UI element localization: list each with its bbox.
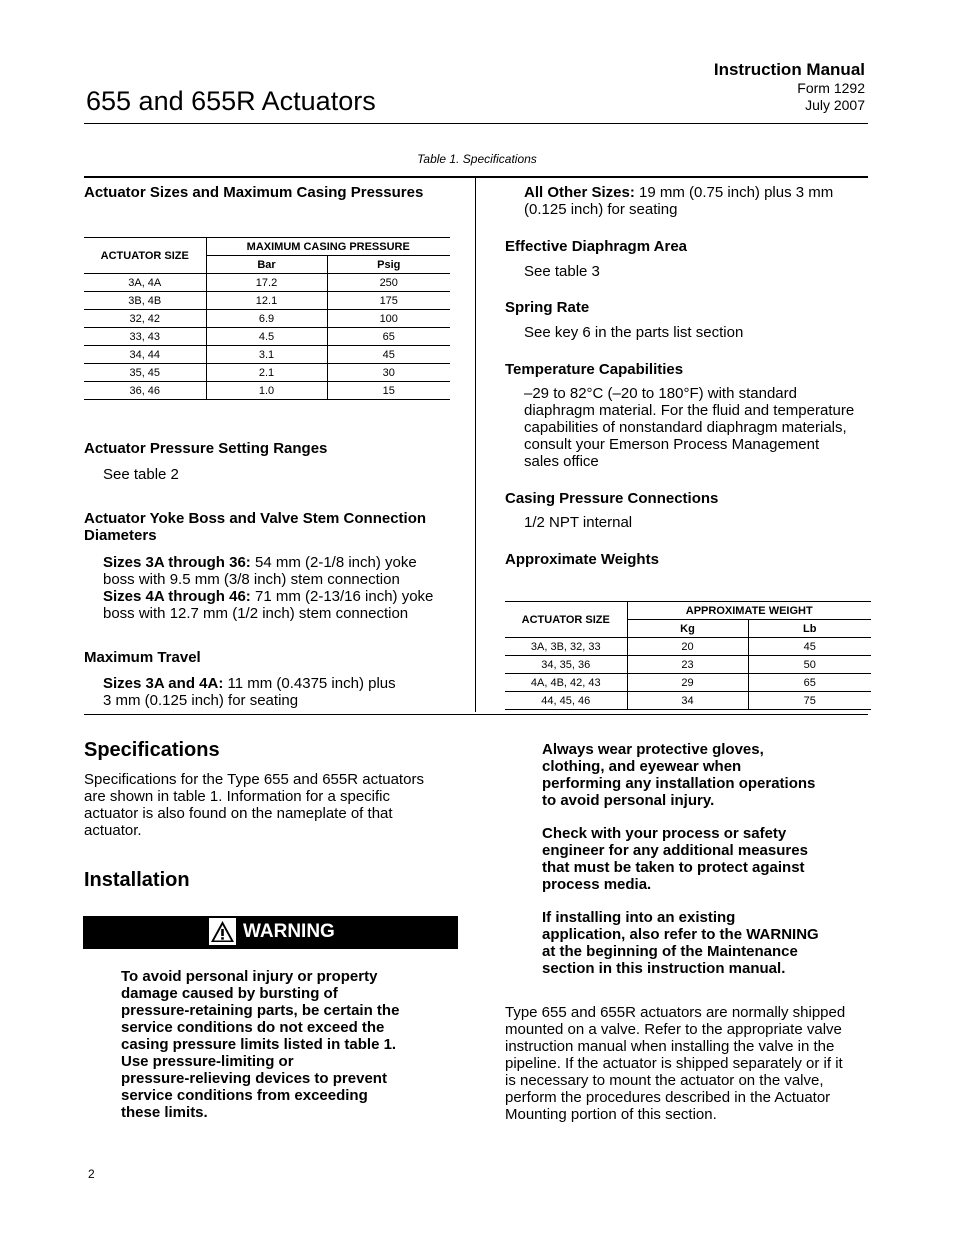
travel-label: Sizes 3A and 4A: [103,675,224,692]
warning-process [542,825,808,893]
warning-line: service conditions from exceeding [121,1087,368,1104]
table-row [84,346,450,364]
warning-gloves [542,741,815,809]
table-cell: 15 [382,384,395,397]
weight-col-lb: Lb [803,622,817,635]
table-cell: 65 [803,676,816,689]
other-sizes-line: 19 mm (0.75 inch) plus 3 mm [634,184,834,201]
table-row [84,274,450,292]
warning-line: pressure-relieving devices to prevent [121,1070,387,1087]
table-caption: Table 1. Specifications [417,152,537,166]
table-cell: 6.9 [206,310,327,328]
table-cell: 50 [803,658,816,671]
temp-line: diaphragm material. For the fluid and temperature [524,402,855,419]
connections-text: 1/2 NPT internal [524,514,633,531]
travel-text-line: 11 mm (0.4375 inch) plus [223,675,396,692]
table-cell: 3A, 3B, 32, 33 [505,638,627,656]
spec-line: Specifications for the Type 655 and 655R actuators [84,771,424,788]
table-row [84,328,450,346]
travel-heading: Maximum Travel [84,649,201,666]
table-cell: 65 [382,330,395,343]
page-number: 2 [88,1167,95,1181]
table-row [505,656,871,674]
warning-line: section in this instruction manual. [542,960,786,977]
spring-text: See key 6 in the parts list section [524,324,744,341]
body-line: pipeline. If the actuator is shipped separately or if it [505,1055,843,1072]
table-cell: 36, 46 [84,382,206,400]
yoke-heading [84,510,426,544]
weight-table [505,601,871,710]
warning-line: Always wear protective gloves, [542,741,764,758]
yoke-heading-line: Actuator Yoke Boss and Valve Stem Connection [84,510,427,527]
table-cell: 30 [382,366,395,379]
warning-line: damage caused by bursting of [121,985,338,1002]
table-row [505,692,871,710]
warning-line: at the beginning of the Maintenance [542,943,798,960]
warning-text [121,968,399,1121]
sizes-heading: Actuator Sizes and Maximum Casing Pressures [84,184,424,201]
ranges-text: See table 2 [103,466,179,483]
yoke-b-label: Sizes 4A through 46: [103,588,251,605]
warning-line: pressure-retaining parts, be certain the [121,1002,400,1019]
table-cell: 4A, 4B, 42, 43 [505,674,627,692]
table-cell: 250 [379,276,398,289]
table-row [505,674,871,692]
temp-text [524,385,854,470]
warning-label: WARNING [243,921,335,942]
warning-line: If installing into an existing [542,909,736,926]
body-line: is necessary to mount the actuator on the valve, [505,1072,824,1089]
table-cell: 3.1 [206,346,327,364]
body-line: Type 655 and 655R actuators are normally shipped [505,1004,846,1021]
table-cell: 45 [382,348,395,361]
body-line: mounted on a valve. Refer to the appropriate valve [505,1021,842,1038]
table-row [84,382,450,400]
table-cell: 3A, 4A [84,274,206,292]
weight-col-kg: Kg [627,620,748,638]
table-row [84,310,450,328]
installation-heading: Installation [84,869,190,891]
spec-line: are shown in table 1. Information for a specific [84,788,390,805]
table-cell: 4.5 [206,328,327,346]
form-number: Form 1292 [797,80,865,96]
other-sizes-label: All Other Sizes: [524,184,635,201]
warning-line: application, also refer to the WARNING [542,926,819,943]
pressure-col-size: ACTUATOR SIZE [84,238,206,274]
table-cell: 34 [627,692,748,710]
temp-line: capabilities of nonstandard diaphragm materials, [524,419,847,436]
table-top-rule [84,176,868,178]
body-line: instruction manual when installing the valve in the [505,1038,835,1055]
temp-line: consult your Emerson Process Management [524,436,820,453]
warning-line: to avoid personal injury. [542,792,715,809]
yoke-b-text: 71 mm (2-13/16 inch) yoke [250,588,434,605]
table-cell: 45 [803,640,816,653]
warning-line: clothing, and eyewear when [542,758,742,775]
column-divider [475,178,476,712]
warning-line: performing any installation operations [542,775,816,792]
travel-text-line: 3 mm (0.125 inch) for seating [103,692,299,709]
warning-triangle-icon [209,918,236,945]
weights-heading: Approximate Weights [505,551,659,568]
temp-line: sales office [524,453,599,470]
pressure-table [84,237,450,400]
table-cell: 12.1 [206,292,327,310]
warning-line: Use pressure-limiting or [121,1053,294,1070]
spec-line: actuator. [84,822,142,839]
table-cell: 2.1 [206,364,327,382]
area-text: See table 3 [524,263,600,280]
warning-line: process media. [542,876,652,893]
warning-line: that must be taken to protect against [542,859,805,876]
weight-col-size: ACTUATOR SIZE [505,602,627,638]
installation-text [505,1004,845,1123]
table-cell: 75 [803,694,816,707]
warning-banner [83,916,458,949]
specifications-text [84,771,424,839]
spring-heading: Spring Rate [505,299,590,316]
table-cell: 34, 44 [84,346,206,364]
specifications-heading: Specifications [84,739,220,761]
body-line: Mounting portion of this section. [505,1106,717,1123]
warning-line: Check with your process or safety [542,825,787,842]
travel-text [103,675,396,709]
table-cell: 35, 45 [84,364,206,382]
other-sizes-text [524,184,833,218]
table-cell: 44, 45, 46 [505,692,627,710]
table-cell: 33, 43 [84,328,206,346]
yoke-b-text: boss with 12.7 mm (1/2 inch) stem connection [103,605,409,622]
table-row [505,638,871,656]
warning-line: engineer for any additional measures [542,842,808,859]
table-cell: 20 [627,638,748,656]
warning-line: service conditions do not exceed the [121,1019,385,1036]
pressure-col-psig: Psig [377,258,401,271]
table-row [84,292,450,310]
yoke-a-text: boss with 9.5 mm (3/8 inch) stem connection [103,571,400,588]
page-title: 655 and 655R Actuators [86,86,376,116]
warning-line: casing pressure limits listed in table 1. [121,1036,397,1053]
table-cell: 23 [627,656,748,674]
table-cell: 3B, 4B [84,292,206,310]
warning-line: these limits. [121,1104,208,1121]
pressure-col-bar: Bar [206,256,327,274]
body-line: perform the procedures described in the Actuator [505,1089,831,1106]
publish-date: July 2007 [805,97,865,113]
table-cell: 1.0 [206,382,327,400]
area-heading: Effective Diaphragm Area [505,238,688,255]
connections-heading: Casing Pressure Connections [505,490,719,507]
temp-line: –29 to 82°C (–20 to 180°F) with standard [524,385,797,402]
warning-existing [542,909,819,977]
table-cell: 34, 35, 36 [505,656,627,674]
warning-line: To avoid personal injury or property [121,968,378,985]
table-bottom-rule [84,714,868,715]
manual-label: Instruction Manual [713,60,865,79]
yoke-a-text: 54 mm (2-1/8 inch) yoke [250,554,417,571]
header-rule [84,123,868,124]
temp-heading: Temperature Capabilities [505,361,684,378]
table-cell: 29 [627,674,748,692]
yoke-text [103,554,433,622]
pressure-group-header: MAXIMUM CASING PRESSURE [206,238,450,256]
table-cell: 32, 42 [84,310,206,328]
table-cell: 17.2 [206,274,327,292]
table-cell: 100 [379,312,398,325]
table-cell: 175 [379,294,398,307]
weight-group-header: APPROXIMATE WEIGHT [627,602,871,620]
ranges-heading: Actuator Pressure Setting Ranges [84,440,328,457]
yoke-a-label: Sizes 3A through 36: [103,554,251,571]
table-row [84,364,450,382]
yoke-heading-line: Diameters [84,527,157,544]
other-sizes-line: (0.125 inch) for seating [524,201,678,218]
spec-line: actuator is also found on the nameplate of that [84,805,393,822]
